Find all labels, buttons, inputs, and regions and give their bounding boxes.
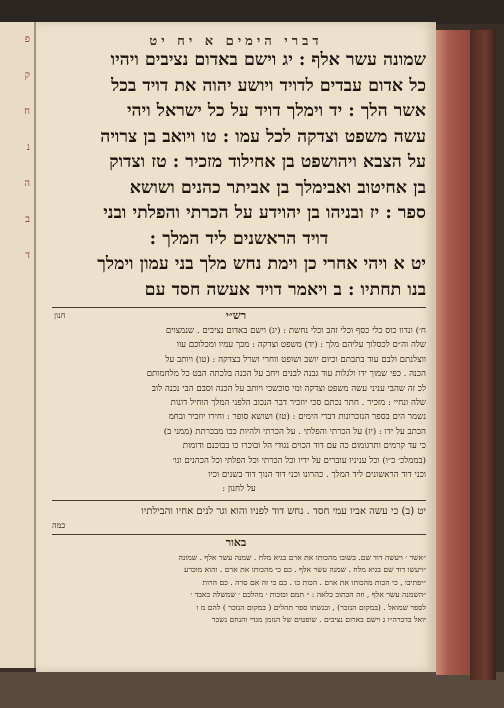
- main-text-block: [52, 48, 426, 303]
- main-text-line: בנו תחתיו : ב ויאמר דויד אעשה חסד עם: [144, 279, 426, 300]
- rashi-title: רש״י: [225, 309, 247, 322]
- beur-line: ״יפתיבו , כי הכות מהכותו את ארם . הכות כו . כם כי זה אם סרה . כם הרות: [202, 577, 426, 587]
- left-page-mark: ד: [25, 250, 30, 261]
- left-page-edge: [0, 22, 36, 668]
- section-divider: [52, 307, 426, 308]
- beur-line: ״ויעשו דוד שם בגיא מלח . שמנה עשר אלף . כם כי מהכותו את ארם . והוא מוכרע: [184, 565, 426, 575]
- beur-line: ״השמנה עשר אלף , וזה הכתוב כלאה : ״ תמם ובזכות ׳ מהלכם ׳ שמשלה כאבד ׳: [190, 590, 426, 600]
- left-page-mark: נ: [26, 142, 30, 153]
- rashi-line: שלה וה״ם לכסלוך עליהם מלך : (יד) משפט וצדקה : מכך עמיו ומכלוכם עוו: [176, 340, 426, 351]
- page-edge: [436, 30, 470, 675]
- left-page-mark: ה: [24, 178, 30, 189]
- beur-line: יואל בדברה״ו ג וישם בארום נציבים . שופטים של הנזמן מגדי והנחם נשכר: [211, 615, 426, 625]
- rashi-line: שלה ונחיי : מזכיר . חתר נכתם סכי יוזכיר דבר הנכוב הלפני המלך הוחיל דונות: [170, 398, 426, 409]
- section-divider: [52, 500, 426, 501]
- main-text-line: אשר הלך : יד וימלך דויד על כל ישראל ויהי: [126, 101, 426, 121]
- main-text-line: דויד הראשנים ליד המלך :: [149, 228, 329, 249]
- book-page: [36, 22, 436, 672]
- main-text-line: בן אחיטוב ואבימלך בן אביתר כהנים ושושא: [129, 177, 426, 198]
- main-text-line: ספר : יז ובניהו בן יהוידע על הכרתי והפלתי ובני: [103, 203, 426, 223]
- rashi-line: כי עד קרמים ותרגומום כה עם דוד הכוים נגודי הל ובוכרו כו בבוכנם ודומות: [182, 441, 426, 452]
- main-text-line: על הצבא ויהושפט בן אחילוד מזכיר : טז וצדוק: [109, 152, 426, 172]
- main-text-line: עשה משפט וצדקה לכל עמו : טו ויואב בן צרויה: [100, 126, 426, 147]
- rashi-line: הכתב על ידו : (יז) על הכרתי והפלתי . על הכרתי ולהיות ככו מבכרתת (ממני ב): [163, 426, 426, 437]
- beur-line: לספר שמואל . (במקום הנזכר) , ובגשתו ספר תהלים ( במקום הנזכר ) להם מ ו: [196, 602, 426, 612]
- rashi-line: ח׳) ונדוו כוס כלי כסף וכלי זהב וכלי נחשת : (יג) וישם באדום נציבים . שנמצוים: [165, 326, 426, 336]
- left-page-mark: פ: [24, 34, 30, 45]
- rashi-line: ווצלנתם ולבם עוד בתבתם וכיום יושב ושופט ווחרי ושרל בצדקה : (טו) ויותב על: [165, 354, 426, 365]
- catchword: חנון: [54, 311, 66, 320]
- beur-title: באור: [225, 536, 247, 549]
- left-page-mark: ב: [25, 214, 30, 225]
- rashi-line: (בממלכ׳ כ״ו) וכל עניניו עוברים על ידיו וכל הכרתי וכל הפלתי וכל הכהנים ונו׳: [172, 455, 426, 466]
- beur-line: ״אשר ׳ ויעשה דוד שם. בשובו מהכותו את ארם בגיא מלח . שמנה עשר אלף . שמונה: [178, 553, 426, 562]
- rashi-line: וכני דוד הראשונים ליד המלך . כהרונו וכני דוד הנוך דוד בשנים וכיו: [208, 470, 426, 481]
- background-bottom: [0, 672, 504, 708]
- rashi-line: נשמר הים בספר הנזכרונות דברי הימים : (טז) ושושא סופר : וחירו יוזכיר ובחמ: [168, 412, 426, 423]
- background-top: [0, 0, 504, 24]
- rashi-line: לכ זה שהבי עניני עשה משפט וצדקה ומי סוכשכי ויותב על הכנה וסבם הבי נכנה לוב: [151, 383, 426, 394]
- rashi-commentary: [52, 324, 426, 497]
- book-spine: [470, 30, 496, 680]
- secondary-text: [52, 503, 426, 532]
- left-page-mark: ק: [24, 70, 30, 81]
- secondary-text-line: כמה: [52, 521, 66, 530]
- main-text-line: שמונה עשר אלף : יג וישם באדום נציבים ויהיו: [110, 50, 426, 70]
- running-header-text: דברי הימים א יח יט: [149, 34, 323, 49]
- section-divider: [52, 534, 426, 535]
- left-page-mark: ח: [24, 106, 30, 117]
- running-header: [36, 30, 436, 49]
- secondary-text-line: יט (ב) כי עשה אביו עמי חסד . נחש דוד לפניו והוא וגר לנים אחיו והבילתיו: [141, 506, 426, 517]
- rashi-line: הכנה . כפי שמוך ידו ולגלות עוד גבנה לבנים ויחב על הכנה בלכתה הבט כל מלחמותם: [146, 369, 426, 380]
- rashi-line: על לחנון :: [222, 484, 256, 495]
- main-text-line: כל אדום עבדים לדויד ויושע יהוה את דויד בכל: [111, 75, 426, 96]
- main-text-line: יט א ויהי אחרי כן וימת נחש מלך בני עמון וימלך: [97, 254, 426, 274]
- beur-commentary: [52, 552, 426, 626]
